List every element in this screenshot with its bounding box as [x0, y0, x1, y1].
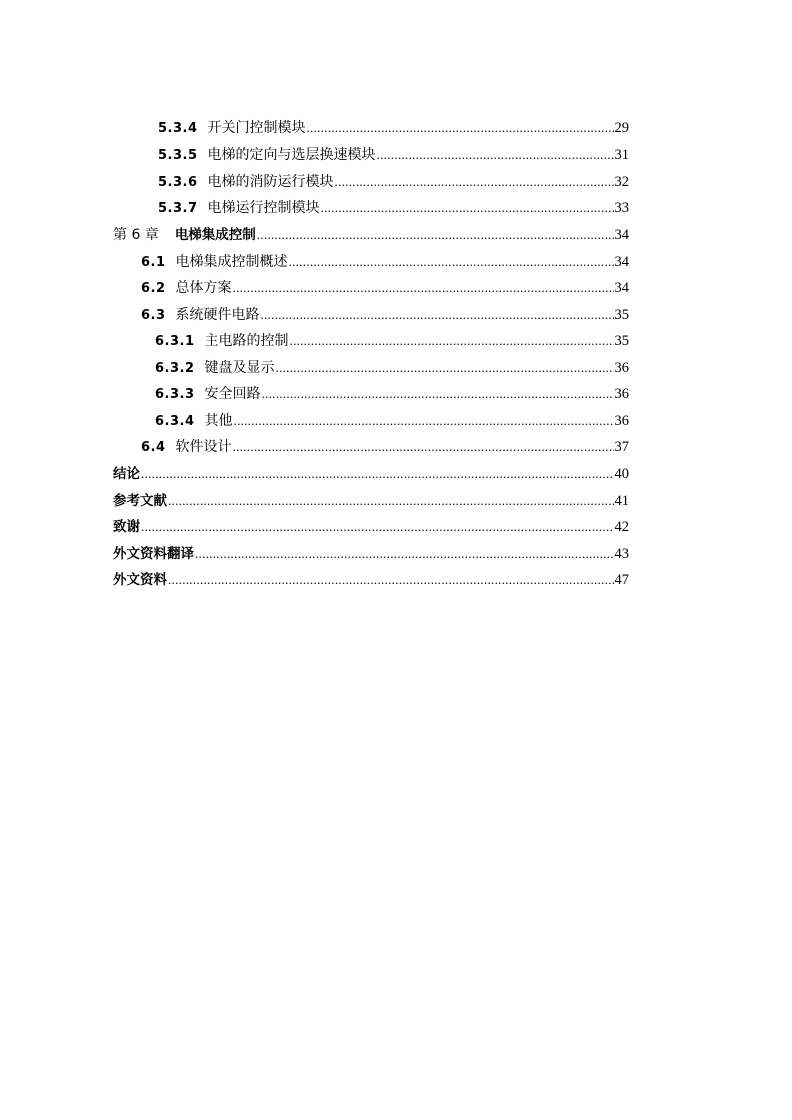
toc-title: 电梯集成控制概述: [175, 254, 288, 270]
dot-leader: [262, 384, 614, 404]
toc-entry-chapter-6[interactable]: [113, 225, 629, 245]
toc-entry-5-3-4[interactable]: [158, 118, 629, 138]
dot-leader: [289, 252, 614, 272]
toc-page: 40: [614, 466, 629, 482]
toc-entry-6-3[interactable]: [141, 305, 629, 325]
toc-number: 6.3: [141, 308, 166, 323]
toc-page: 36: [614, 360, 629, 376]
dot-leader: [195, 544, 614, 564]
dot-leader: [335, 172, 614, 192]
toc-entry-6-3-1[interactable]: [155, 331, 629, 351]
toc-page: 29: [614, 120, 629, 136]
toc-title: 结论: [113, 466, 140, 482]
toc-title: 外文资料翻译: [113, 546, 194, 562]
toc-page: 34: [614, 280, 629, 296]
toc-title: 其他: [204, 413, 233, 429]
toc-title: 软件设计: [175, 439, 232, 455]
dot-leader: [321, 198, 614, 218]
toc-title: 总体方案: [175, 280, 232, 296]
toc-number: 6.3.1: [155, 334, 195, 349]
toc-number: 6.4: [141, 440, 166, 455]
toc-page: 31: [614, 147, 629, 163]
toc-page: 34: [614, 227, 629, 243]
toc-number: 6.1: [141, 255, 166, 270]
dot-leader: [261, 305, 614, 325]
toc-number: 5.3.6: [158, 175, 198, 190]
toc-entry-6-2[interactable]: [141, 278, 629, 298]
toc-title: 参考文献: [113, 493, 167, 509]
toc-page: 33: [614, 200, 629, 216]
toc-page: 36: [614, 413, 629, 429]
toc-page: 37: [614, 439, 629, 455]
toc-entry-references[interactable]: [113, 491, 629, 511]
toc-number: 6.3.4: [155, 414, 195, 429]
toc-number: 6.3.2: [155, 361, 195, 376]
dot-leader: [234, 411, 614, 431]
toc-page: 32: [614, 174, 629, 190]
toc-entry-6-1[interactable]: [141, 252, 629, 272]
dot-leader: [307, 118, 614, 138]
toc-number: 6.2: [141, 281, 166, 296]
toc-entry-5-3-5[interactable]: [158, 145, 629, 165]
toc-number: 第 6 章: [113, 227, 159, 243]
toc-title: 电梯的定向与选层换速模块: [207, 147, 376, 163]
toc-page: 34: [614, 254, 629, 270]
toc-page: 35: [614, 333, 629, 349]
toc-entry-5-3-7[interactable]: [158, 198, 629, 218]
toc-title: 开关门控制模块: [207, 120, 306, 136]
dot-leader: [141, 464, 614, 484]
toc-number: 6.3.3: [155, 387, 195, 402]
toc-page: 42: [614, 519, 629, 535]
dot-leader: [276, 358, 614, 378]
toc-entry-foreign-material[interactable]: [113, 570, 629, 590]
toc-entry-6-3-2[interactable]: [155, 358, 629, 378]
toc-page: 41: [614, 493, 629, 509]
toc-title: 主电路的控制: [204, 333, 289, 349]
dot-leader: [168, 570, 614, 590]
toc-title: 外文资料: [113, 572, 167, 588]
toc-entry-5-3-6[interactable]: [158, 172, 629, 192]
toc-page: 47: [614, 572, 629, 588]
toc-entry-6-3-4[interactable]: [155, 411, 629, 431]
toc-page: 43: [614, 546, 629, 562]
toc-title: 电梯的消防运行模块: [207, 174, 334, 190]
dot-leader: [233, 278, 614, 298]
toc-entry-6-3-3[interactable]: [155, 384, 629, 404]
toc-page: 35: [614, 307, 629, 323]
dot-leader: [290, 331, 614, 351]
toc-entry-6-4[interactable]: [141, 437, 629, 457]
dot-leader: [377, 145, 614, 165]
toc-title: 安全回路: [204, 386, 261, 402]
dot-leader: [141, 517, 614, 537]
toc-number: 5.3.7: [158, 201, 198, 216]
toc-number: 5.3.4: [158, 121, 198, 136]
toc-title: 致谢: [113, 519, 140, 535]
dot-leader: [168, 491, 614, 511]
toc-entry-foreign-translation[interactable]: [113, 544, 629, 564]
toc-title: 系统硬件电路: [175, 307, 260, 323]
toc-entry-conclusion[interactable]: [113, 464, 629, 484]
toc-entry-acknowledgements[interactable]: [113, 517, 629, 537]
toc-title: 电梯集成控制: [174, 227, 256, 243]
dot-leader: [257, 225, 614, 245]
toc-number: 5.3.5: [158, 148, 198, 163]
toc-title: 键盘及显示: [204, 360, 275, 376]
toc-page: 36: [614, 386, 629, 402]
toc-title: 电梯运行控制模块: [207, 200, 320, 216]
dot-leader: [233, 437, 614, 457]
